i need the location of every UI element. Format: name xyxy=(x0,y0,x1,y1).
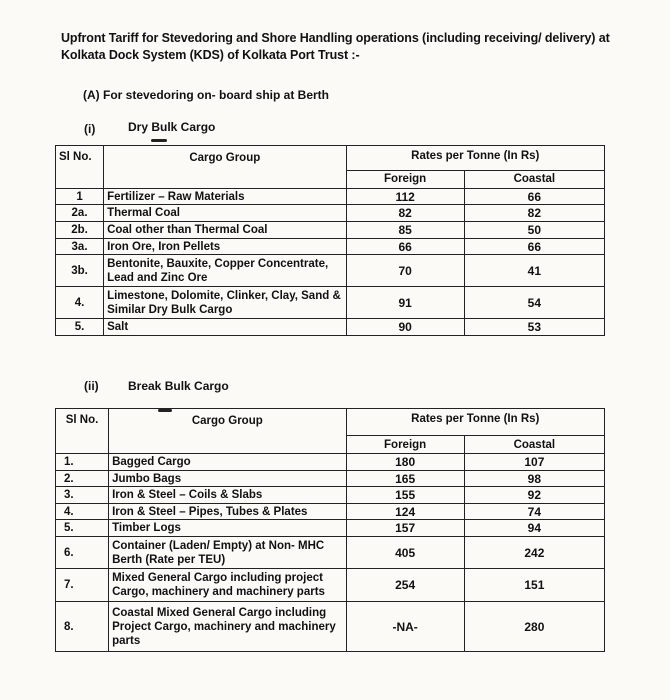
cell-foreign-rate: 66 xyxy=(346,239,464,255)
cell-sl: 8. xyxy=(56,602,109,652)
cell-coastal-rate: 54 xyxy=(464,287,604,319)
table-row xyxy=(56,454,605,471)
cell-coastal-rate: 66 xyxy=(464,239,604,255)
cell-cargo-group: Iron & Steel – Coils & Slabs xyxy=(109,487,346,504)
header-cargo-group: Cargo Group xyxy=(104,146,346,189)
break-bulk-number: (ii) xyxy=(84,379,99,393)
cell-sl: 2. xyxy=(56,471,109,487)
cell-foreign-rate: 90 xyxy=(346,319,464,336)
header-coastal: Coastal xyxy=(464,170,604,188)
cell-cargo-group: Coastal Mixed General Cargo including Project Cargo, machinery and machinery parts xyxy=(109,602,346,652)
cell-foreign-rate: 112 xyxy=(346,189,464,205)
cell-sl: 5. xyxy=(56,520,109,537)
cell-foreign-rate: 91 xyxy=(346,287,464,319)
cell-cargo-group: Mixed General Cargo including project Cargo, machinery and machinery parts xyxy=(109,569,346,602)
table-row xyxy=(56,239,605,255)
table-row xyxy=(56,537,605,569)
cell-foreign-rate: 70 xyxy=(346,255,464,287)
cell-sl: 3. xyxy=(56,487,109,504)
cell-coastal-rate: 41 xyxy=(464,255,604,287)
cell-sl: 4. xyxy=(56,287,104,319)
cell-cargo-group: Limestone, Dolomite, Clinker, Clay, Sand & Similar Dry Bulk Cargo xyxy=(104,287,346,319)
cell-coastal-rate: 98 xyxy=(464,471,604,487)
cell-sl: 3a. xyxy=(56,239,104,255)
document-title: Upfront Tariff for Stevedoring and Shore Handling operations (including receiving/ delivery) at Kolkata Dock System (KDS) of Kolkata Port Trust :- xyxy=(61,31,610,62)
table-row xyxy=(56,569,605,602)
cell-sl: 7. xyxy=(56,569,109,602)
cell-foreign-rate: 405 xyxy=(346,537,464,569)
cell-coastal-rate: 92 xyxy=(464,487,604,504)
table-row xyxy=(56,205,605,222)
table-row xyxy=(56,602,605,652)
cell-coastal-rate: 53 xyxy=(464,319,604,336)
cell-foreign-rate: -NA- xyxy=(346,602,464,652)
dash-mark xyxy=(151,139,167,142)
cell-cargo-group: Iron Ore, Iron Pellets xyxy=(104,239,346,255)
cell-cargo-group: Fertilizer – Raw Materials xyxy=(104,189,346,205)
header-sl: Sl No. xyxy=(56,409,109,454)
cell-foreign-rate: 180 xyxy=(346,454,464,471)
cell-sl: 4. xyxy=(56,504,109,520)
cell-coastal-rate: 50 xyxy=(464,222,604,239)
header-foreign: Foreign xyxy=(346,170,464,188)
cell-sl: 6. xyxy=(56,537,109,569)
table-row xyxy=(56,504,605,520)
header-cargo-group: Cargo Group xyxy=(109,409,346,454)
cell-foreign-rate: 85 xyxy=(346,222,464,239)
header-sl: Sl No. xyxy=(56,146,104,189)
cell-coastal-rate: 66 xyxy=(464,189,604,205)
cell-sl: 2a. xyxy=(56,205,104,222)
cell-sl: 3b. xyxy=(56,255,104,287)
cell-sl: 5. xyxy=(56,319,104,336)
cell-foreign-rate: 165 xyxy=(346,471,464,487)
cell-cargo-group: Jumbo Bags xyxy=(109,471,346,487)
cell-coastal-rate: 74 xyxy=(464,504,604,520)
table-row xyxy=(56,287,605,319)
header-foreign: Foreign xyxy=(346,436,464,454)
table-row xyxy=(56,255,605,287)
cell-coastal-rate: 82 xyxy=(464,205,604,222)
cell-coastal-rate: 107 xyxy=(464,454,604,471)
header-coastal: Coastal xyxy=(464,436,604,454)
table-row xyxy=(56,189,605,205)
cell-cargo-group: Bagged Cargo xyxy=(109,454,346,471)
break-bulk-heading: Break Bulk Cargo xyxy=(128,379,229,393)
cell-foreign-rate: 254 xyxy=(346,569,464,602)
cell-coastal-rate: 151 xyxy=(464,569,604,602)
cell-cargo-group: Bentonite, Bauxite, Copper Concentrate, Lead and Zinc Ore xyxy=(104,255,346,287)
dry-bulk-table xyxy=(55,145,605,336)
cell-cargo-group: Container (Laden/ Empty) at Non- MHC Berth (Rate per TEU) xyxy=(109,537,346,569)
dry-bulk-number: (i) xyxy=(84,122,96,136)
table-row xyxy=(56,319,605,336)
cell-coastal-rate: 94 xyxy=(464,520,604,537)
table-row xyxy=(56,520,605,537)
table-row xyxy=(56,222,605,239)
cell-sl: 1. xyxy=(56,454,109,471)
cell-foreign-rate: 155 xyxy=(346,487,464,504)
cell-coastal-rate: 280 xyxy=(464,602,604,652)
cell-cargo-group: Thermal Coal xyxy=(104,205,346,222)
table-row xyxy=(56,471,605,487)
cell-foreign-rate: 82 xyxy=(346,205,464,222)
cell-sl: 2b. xyxy=(56,222,104,239)
cell-coastal-rate: 242 xyxy=(464,537,604,569)
section-a-heading: (A) For stevedoring on- board ship at Berth xyxy=(83,88,330,102)
header-rates: Rates per Tonne (In Rs) xyxy=(346,146,604,171)
table-row xyxy=(56,487,605,504)
header-rates: Rates per Tonne (In Rs) xyxy=(346,409,604,436)
cell-cargo-group: Timber Logs xyxy=(109,520,346,537)
cell-foreign-rate: 157 xyxy=(346,520,464,537)
cell-cargo-group: Salt xyxy=(104,319,346,336)
break-bulk-table xyxy=(55,408,605,652)
cell-cargo-group: Coal other than Thermal Coal xyxy=(104,222,346,239)
cell-cargo-group: Iron & Steel – Pipes, Tubes & Plates xyxy=(109,504,346,520)
cell-foreign-rate: 124 xyxy=(346,504,464,520)
cell-sl: 1 xyxy=(56,189,104,205)
dry-bulk-heading: Dry Bulk Cargo xyxy=(128,120,216,134)
